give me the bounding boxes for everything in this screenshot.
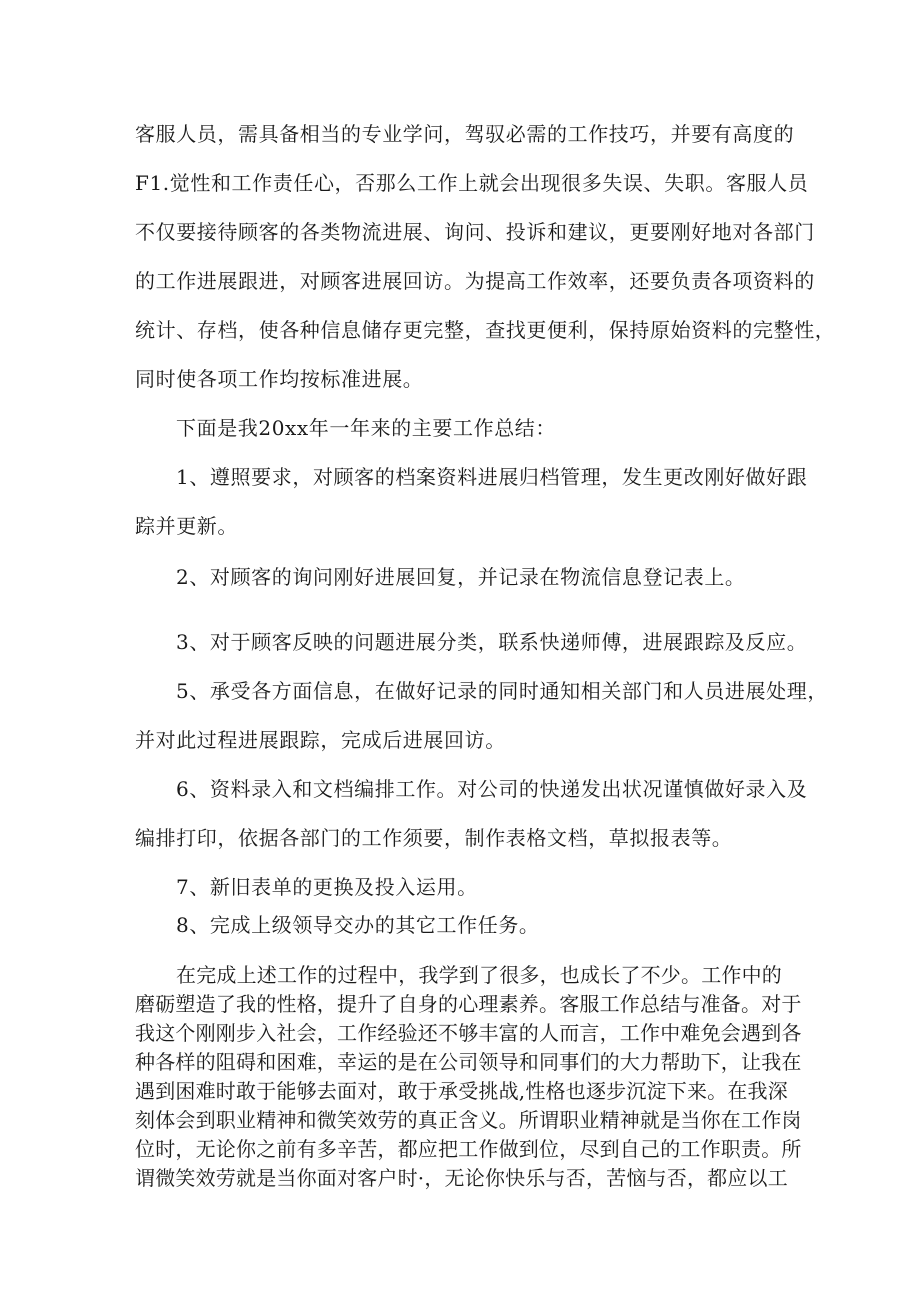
item-2: 2、对顾客的询问刚好进展回复，并记录在物流信息登记表上。 xyxy=(176,565,746,589)
intro-line-6: 同时使各项工作均按标准进展。 xyxy=(135,367,424,391)
item-6-line-2: 编排打印，依据各部门的工作须要，制作表格文档，草拟报表等。 xyxy=(135,826,733,850)
item-5-line-1: 5、承受各方面信息，在做好记录的同时通知相关部门和人员进展处理， xyxy=(176,679,828,703)
closing-line-1: 在完成上述工作的过程中，我学到了很多，也成长了不少。工作中的 xyxy=(176,963,782,987)
item-6-line-1: 6、资料录入和文档编排工作。对公司的快递发出状况谨慎做好录入及 xyxy=(176,777,808,801)
closing-line-6: 刻体会到职业精神和微笑效劳的真正含义。所谓职业精神就是当你在工作岗 xyxy=(135,1108,802,1132)
intro-line-4: 的工作进展跟进，对顾客进展回访。为提高工作效率，还要负责各项资料的 xyxy=(135,269,815,293)
intro-line-5: 统计、存档，使各种信息储存更完整，查找更便利，保持原始资料的完整性， xyxy=(135,318,836,342)
intro-line-2: F1.觉性和工作责任心，否那么工作上就会出现很多失误、失职。客服人员 xyxy=(135,171,809,195)
closing-line-7: 位时，无论你之前有多辛苦，都应把工作做到位，尽到自己的工作职责。所 xyxy=(135,1137,802,1161)
closing-line-4: 种各样的阻碍和困难，幸运的是在公司领导和同事们的大力帮助下，让我在 xyxy=(135,1050,802,1074)
summary-heading: 下面是我20xx年一年来的主要工作总结： xyxy=(176,416,557,440)
item-1-line-2: 踪并更新。 xyxy=(135,514,238,538)
closing-line-8: 谓微笑效劳就是当你面对客户时·，无论你快乐与否，苦恼与否，都应以工 xyxy=(135,1166,788,1190)
item-3: 3、对于顾客反映的问题进展分类，联系快递师傅，进展跟踪及反应。 xyxy=(176,630,808,654)
item-7: 7、新旧表单的更换及投入运用。 xyxy=(176,875,478,899)
item-1-line-1: 1、遵照要求，对顾客的档案资料进展归档管理，发生更改刚好做好跟 xyxy=(176,465,808,489)
intro-line-3: 不仅要接待顾客的各类物流进展、询问、投诉和建议，更要刚好地对各部门 xyxy=(135,220,815,244)
item-8: 8、完成上级领导交办的其它工作任务。 xyxy=(176,913,540,937)
closing-line-5: 遇到困难时敢于能够去面对，敢于承受挑战,性格也逐步沉淀下来。在我深 xyxy=(135,1079,788,1103)
intro-line-1: 客服人员，需具备相当的专业学问，驾驭必需的工作技巧，并要有高度的 xyxy=(135,122,795,146)
closing-line-2: 磨砺塑造了我的性格，提升了自身的心理素养。客服工作总结与准备。对于 xyxy=(135,992,802,1016)
item-5-line-2: 并对此过程进展跟踪，完成后进展回访。 xyxy=(135,728,506,752)
closing-line-3: 我这个刚刚步入社会，工作经验还不够丰富的人而言，工作中难免会遇到各 xyxy=(135,1021,802,1045)
